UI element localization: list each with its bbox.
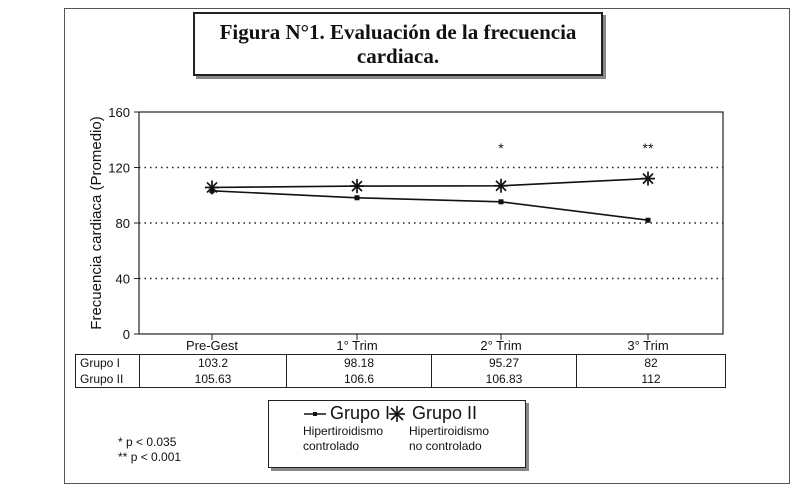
table-cell: 82: [577, 355, 726, 372]
y-tick-label-0: 0: [122, 327, 130, 342]
table-cell: 112: [577, 371, 726, 388]
table-row: [76, 371, 726, 388]
note-2-mark: **: [118, 450, 128, 464]
x-tick-label-2: 2° Trim: [480, 338, 522, 353]
series-line-grupo-i: [212, 191, 648, 220]
point-grupo-ii-1: [350, 179, 364, 193]
significance-marks: [498, 140, 654, 156]
legend-item-grupo-ii: [409, 403, 489, 454]
legend-name-grupo-i: Grupo I: [330, 403, 391, 423]
figure-title: Figura N°1. Evaluación de la frecuencia cardiaca.: [219, 20, 577, 68]
table-cell: 98.18: [287, 355, 432, 372]
y-axis-label: Frecuencia cardiaca (Promedio): [88, 116, 105, 330]
point-grupo-i-1: [355, 195, 360, 200]
y-tick-label-160: 160: [108, 105, 130, 120]
grid-lines: [139, 168, 723, 279]
table-row-label: Grupo II: [76, 371, 140, 388]
table-cell: 106.83: [432, 371, 577, 388]
legend-desc-grupo-i-2: controlado: [303, 439, 360, 453]
legend-item-grupo-i: [303, 403, 390, 454]
x-axis-ticks: [186, 334, 669, 353]
legend-desc-grupo-ii-2: no controlado: [409, 439, 482, 453]
table-cell: 95.27: [432, 355, 577, 372]
x-tick-label-1: 1° Trim: [336, 338, 378, 353]
table-cell: 103.2: [140, 355, 287, 372]
legend-asterisk-marker-icon: [385, 405, 409, 423]
y-tick-label-40: 40: [115, 271, 130, 287]
legend-desc-grupo-ii-1: Hipertiroidismo: [409, 424, 490, 438]
table-cell: 106.6: [287, 371, 432, 388]
point-grupo-ii-2: [494, 179, 508, 193]
note-1: [118, 435, 181, 450]
legend-line-square-marker-icon: [303, 407, 327, 421]
significance-mark-1: **: [642, 140, 654, 156]
table-row: [76, 355, 726, 372]
note-1-mark: *: [118, 435, 123, 449]
series-line-grupo-ii: [212, 179, 648, 188]
note-1-text: p < 0.035: [126, 435, 177, 449]
significance-mark-0: *: [498, 140, 504, 156]
y-tick-label-80: 80: [115, 216, 130, 231]
note-2: [118, 450, 181, 465]
series-layer: [205, 172, 655, 223]
x-tick-label-3: 3° Trim: [627, 338, 669, 353]
point-grupo-i-3: [646, 218, 651, 223]
point-grupo-ii-0: [205, 180, 219, 194]
x-tick-label-0: Pre-Gest: [185, 338, 239, 353]
data-table: [75, 354, 726, 388]
table-cell: 105.63: [140, 371, 287, 388]
y-axis-ticks: [108, 105, 139, 342]
legend: [268, 400, 526, 468]
y-tick-label-120: 120: [108, 160, 130, 176]
table-row-label: Grupo I: [76, 355, 140, 372]
point-grupo-ii-3: [641, 172, 655, 186]
point-grupo-i-2: [499, 199, 504, 204]
note-2-text: p < 0.001: [130, 450, 182, 464]
significance-notes: [118, 435, 181, 465]
legend-desc-grupo-i-1: Hipertiroidismo: [303, 424, 384, 438]
legend-name-grupo-ii: Grupo II: [412, 403, 478, 423]
